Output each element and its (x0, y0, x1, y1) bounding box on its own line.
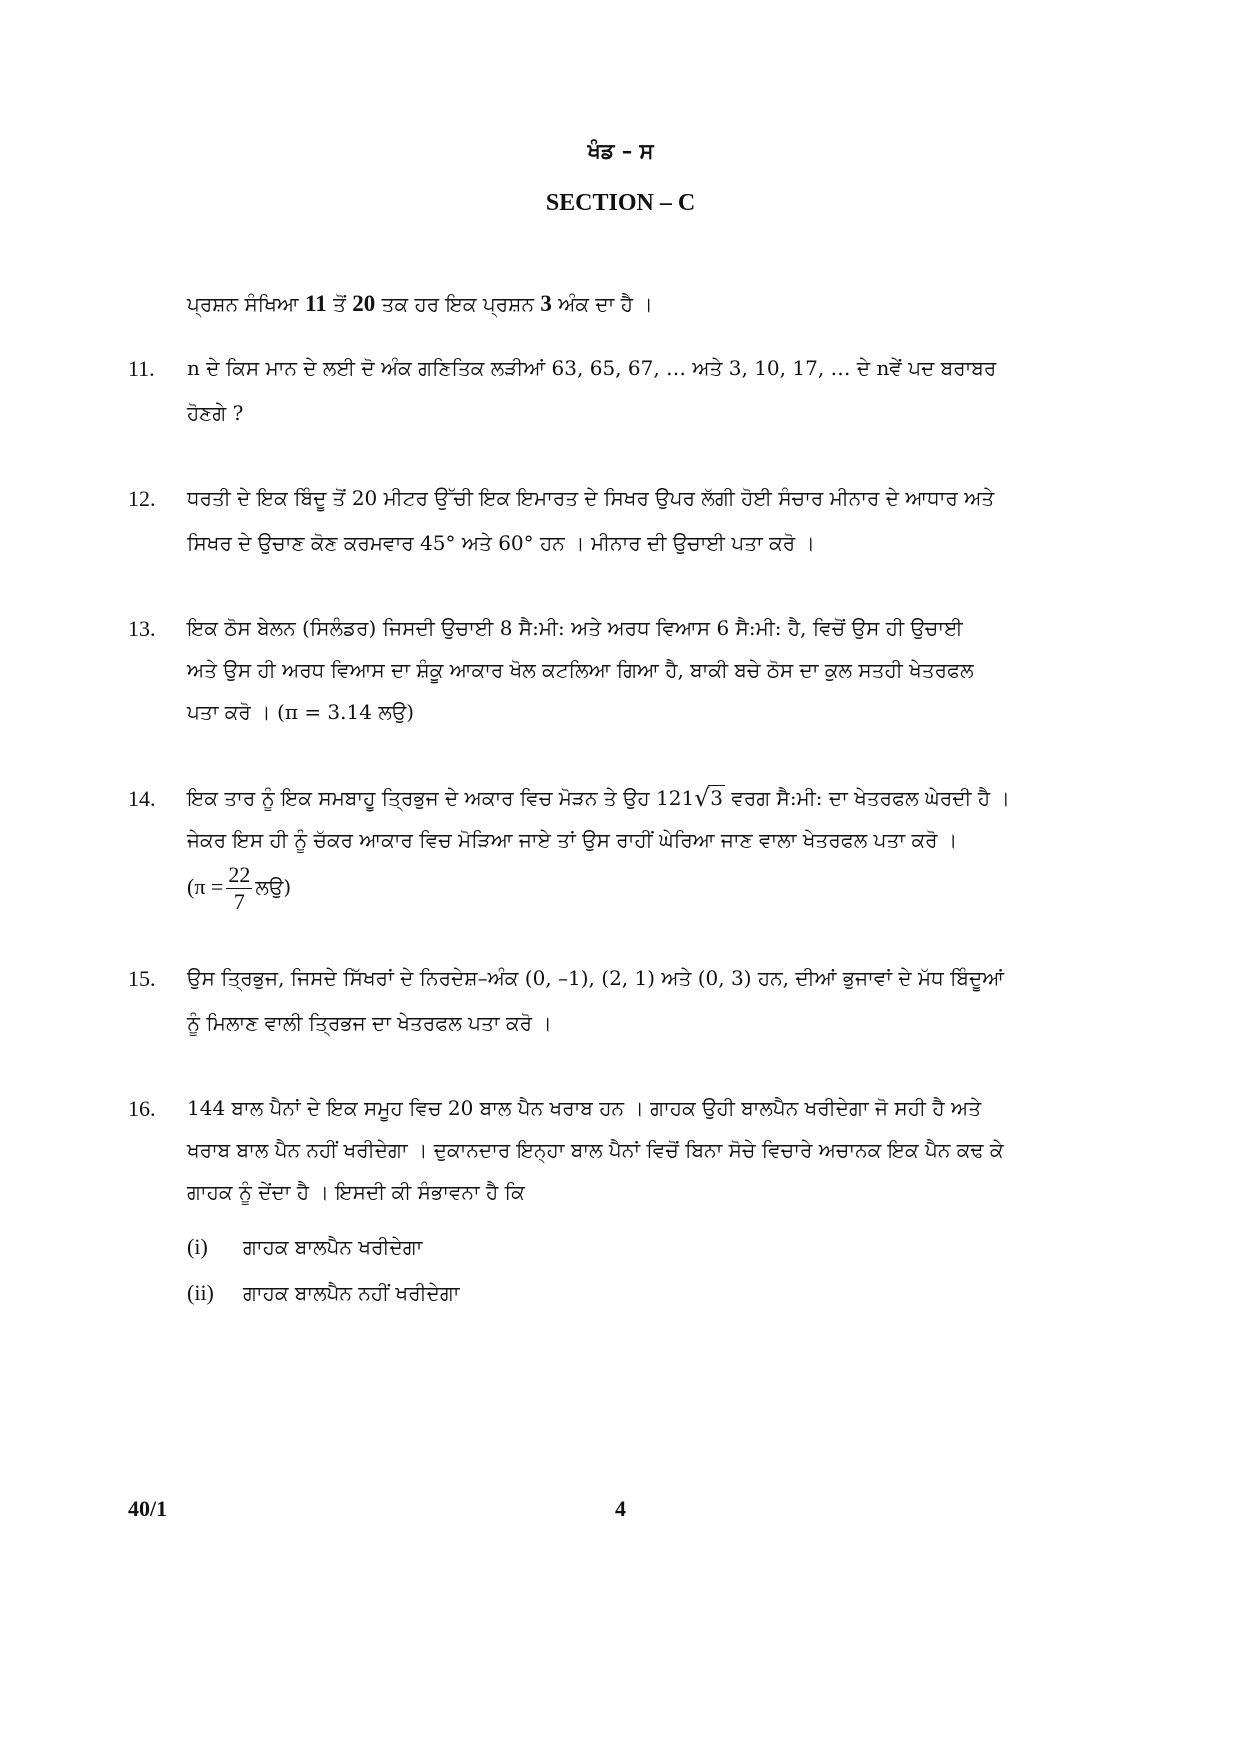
section-instruction: ਪ੍ਰਸ਼ਨ ਸੰਖਿਆ 11 ਤੋਂ 20 ਤਕ ਹਰ ਇਕ ਪ੍ਰਸ਼ਨ 3 ਅੰਕ ਦਾ ਹੈ । (187, 291, 653, 316)
question-number: 15. (128, 966, 156, 991)
paper-code: 40/1 (128, 1496, 168, 1521)
question-text-line: ਜੇਕਰ ਇਸ ਹੀ ਨੂੰ ਚੱਕਰ ਆਕਾਰ ਵਿਚ ਮੋੜਿਆ ਜਾਏ ਤਾਂ ਉਸ ਰਾਹੀਂ ਘੇਰਿਆ ਜਾਣ ਵਾਲਾ ਖੇਤਰਫਲ ਪਤਾ ਕਰੋ । (187, 828, 958, 852)
question-text-line: ਖਰਾਬ ਬਾਲ ਪੈਨ ਨਹੀਂ ਖਰੀਦੇਗਾ । ਦੁਕਾਨਦਾਰ ਇਨ੍ਹਾ ਬਾਲ ਪੈਨਾਂ ਵਿਚੋਂ ਬਿਨਾ ਸੋਚੇ ਵਿਚਾਰੇ ਅਚਾਨਕ ਇਕ ਪੈਨ ਕਢ ਕੇ (187, 1138, 1004, 1162)
question-text-line: ਇਕ ਤਾਰ ਨੂੰ ਇਕ ਸਮਬਾਹੂ ਤ੍ਰਿਭੁਜ ਦੇ ਅਕਾਰ ਵਿਚ ਮੋੜਨ ਤੇ ਉਹ 121√ 3 ਵਰਗ ਸੈ:ਮੀ: ਦਾ ਖੇਤਰਫਲ ਘੇਰਦੀ ਹੈ । (187, 786, 1010, 810)
question-number: 14. (128, 786, 156, 811)
question-number: 13. (128, 616, 156, 641)
section-heading-english: SECTION – C (545, 190, 696, 216)
question-text-line: ਪਤਾ ਕਰੋ । (π = 3.14 ਲਉ) (187, 700, 415, 724)
square-root: √ 3 (694, 786, 725, 810)
sub-question-i: (i) ਗਾਹਕ ਬਾਲਪੈਨ ਖਰੀਦੇਗਾ (187, 1234, 423, 1259)
question-text-line: ਉਸ ਤ੍ਰਿਭੁਜ, ਜਿਸਦੇ ਸਿੱਖਰਾਂ ਦੇ ਨਿਰਦੇਸ਼–ਅੰਕ (0, –1), (2, 1) ਅਤੇ (0, 3) ਹਨ, ਦੀਆਂ ਭੁਜਾਵਾਂ ਦੇ ਮੱਧ ਬਿੰਦੂਆਂ (187, 966, 1005, 990)
question-number: 16. (128, 1096, 156, 1121)
question-number: 12. (128, 486, 156, 511)
question-text-line: ਅਤੇ ਉਸ ਹੀ ਅਰਧ ਵਿਆਸ ਦਾ ਸ਼ੰਕੂ ਆਕਾਰ ਖੋਲ ਕਟਲਿਆ ਗਿਆ ਹੈ, ਬਾਕੀ ਬਚੇ ਠੋਸ ਦਾ ਕੁਲ ਸਤਹੀ ਖੇਤਰਫਲ (187, 658, 974, 682)
question-text-line: n ਦੇ ਕਿਸ ਮਾਨ ਦੇ ਲਈ ਦੋ ਅੰਕ ਗਣਿਤਿਕ ਲੜੀਆਂ 63, 65, 67, … ਅਤੇ 3, 10, 17, … ਦੇ nਵੇਂ ਪਦ ਬਰਾਬਰ (187, 356, 997, 380)
question-text-line: 144 ਬਾਲ ਪੈਨਾਂ ਦੇ ਇਕ ਸਮੂਹ ਵਿਚ 20 ਬਾਲ ਪੈਨ ਖਰਾਬ ਹਨ । ਗਾਹਕ ਉਹੀ ਬਾਲਪੈਨ ਖਰੀਦੇਗਾ ਜੋ ਸਹੀ ਹੈ ਅਤੇ (187, 1096, 982, 1120)
question-text-line: (π = $\frac{22}{7}$ ਲਉ) (187, 862, 292, 914)
question-text-line: ਧਰਤੀ ਦੇ ਇਕ ਬਿੰਦੂ ਤੋਂ 20 ਮੀਟਰ ਉੱਚੀ ਇਕ ਇਮਾਰਤ ਦੇ ਸਿਖਰ ਉਪਰ ਲੱਗੀ ਹੋਈ ਸੰਚਾਰ ਮੀਨਾਰ ਦੇ ਆਧਾਰ ਅਤੇ (187, 486, 995, 510)
question-text-line: ਗਾਹਕ ਨੂੰ ਦੇਂਦਾ ਹੈ । ਇਸਦੀ ਕੀ ਸੰਭਾਵਨਾ ਹੈ ਕਿ (187, 1180, 525, 1204)
question-text-line: ਹੋਣਗੇ ? (187, 401, 244, 425)
sub-question-ii: (ii) ਗਾਹਕ ਬਾਲਪੈਨ ਨਹੀਂ ਖਰੀਦੇਗਾ (187, 1280, 460, 1305)
page-number: 4 (615, 1496, 626, 1521)
question-text-line: ਇਕ ਠੋਸ ਬੇਲਨ (ਸਿਲੰਡਰ) ਜਿਸਦੀ ਉਚਾਈ 8 ਸੈ:ਮੀ: ਅਤੇ ਅਰਧ ਵਿਆਸ 6 ਸੈ:ਮੀ: ਹੈ, ਵਿਚੋਂ ਉਸ ਹੀ ਉਚਾਈ (187, 616, 963, 640)
question-number: 11. (128, 356, 155, 381)
fraction: $\frac{22}{7}$ (228, 862, 251, 914)
question-text-line: ਸਿਖਰ ਦੇ ਉਚਾਣ ਕੋਣ ਕਰਮਵਾਰ 45° ਅਤੇ 60° ਹਨ । ਮੀਨਾਰ ਦੀ ਉਚਾਈ ਪਤਾ ਕਰੋ । (187, 531, 815, 555)
question-text-line: ਨੂੰ ਮਿਲਾਣ ਵਾਲੀ ਤ੍ਰਿਭਜ ਦਾ ਖੇਤਰਫਲ ਪਤਾ ਕਰੋ । (187, 1011, 552, 1035)
section-heading-punjabi: ਖੰਡ – ਸ (587, 138, 654, 163)
